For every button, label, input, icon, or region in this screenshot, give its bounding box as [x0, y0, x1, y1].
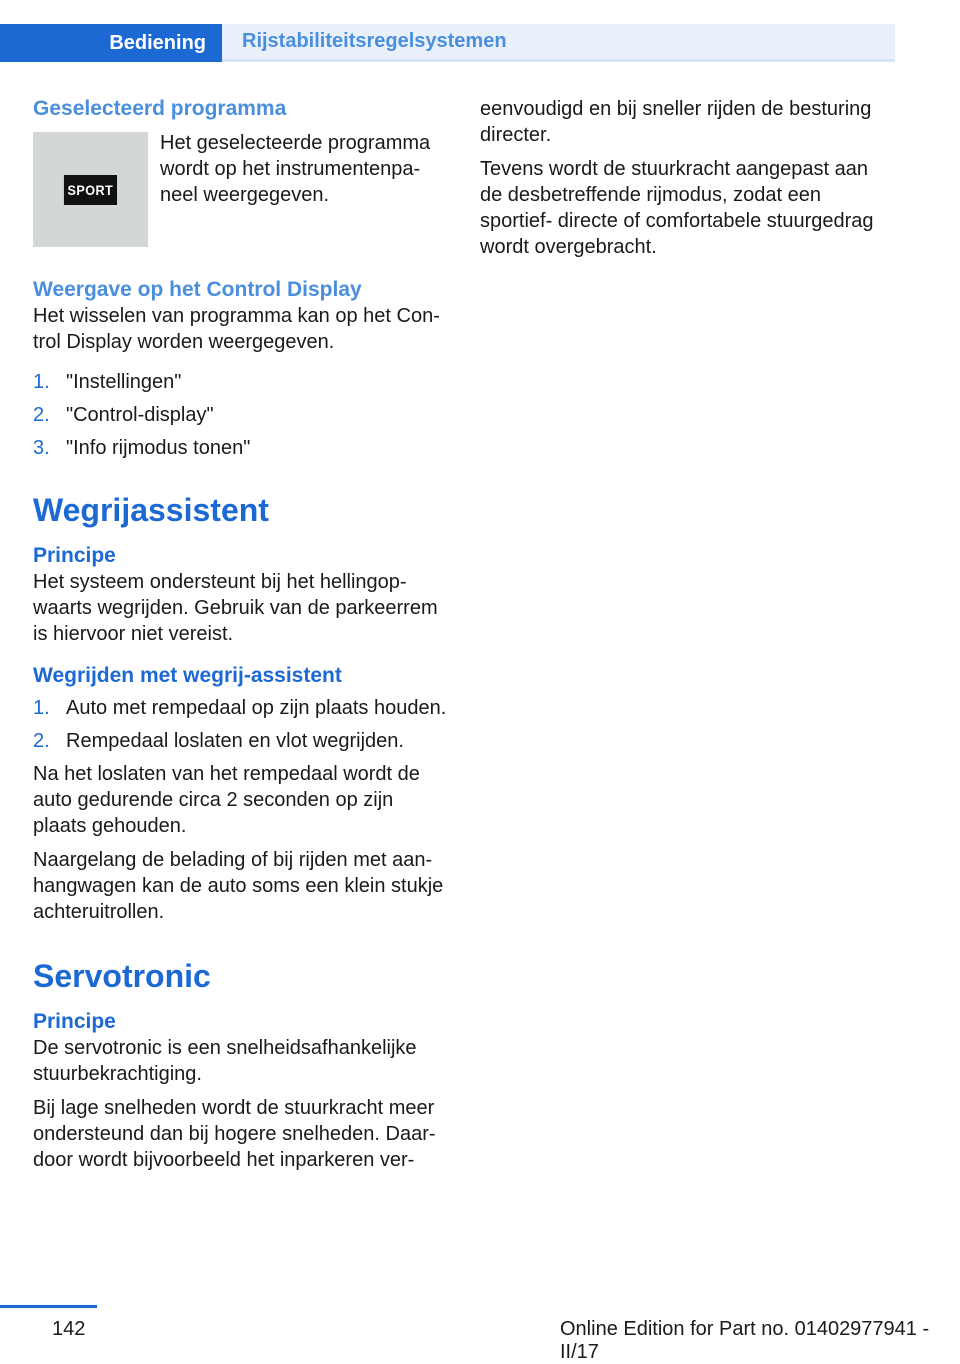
list-item: 2. "Control-display": [33, 404, 214, 426]
principe-1-text: Het systeem ondersteunt bij het hellingop‐ waarts wegrijden. Gebruik van de parkeerrem is hiervoor niet vereist.: [33, 571, 438, 645]
sport-figure: [33, 132, 448, 247]
wegrijden-paragraph-2: Naargelang de belading of bij rijden met aan‐ hangwagen kan de auto soms een klein stukje achteruitrollen.: [33, 849, 444, 923]
sport-caption: Het geselecteerde programma wordt op het instrumentenpa‐ neel weergegeven.: [160, 132, 431, 206]
sport-badge: SPORT: [64, 175, 117, 205]
heading-wegrijassistent: Wegrijassistent: [33, 492, 269, 528]
heading-servotronic: Servotronic: [33, 958, 211, 994]
heading-geselecteerd-programma: Geselecteerd programma: [33, 97, 287, 120]
right-paragraph-2: Tevens wordt de stuurkracht aangepast aan de desbetreffende rijmodus, zodat een sportief- directe of comfortabele stuurgedrag wordt overgebracht.: [480, 158, 874, 258]
list-item: 2. Rempedaal loslaten en vlot wegrijden.: [33, 730, 404, 752]
principe-2-paragraph-2: Bij lage snelheden wordt de stuurkracht meer ondersteund dan bij hogere snelheden. Daar‐ door wordt bijvoorbeeld het inparkeren ver‐: [33, 1097, 436, 1171]
right-column: [480, 96, 895, 268]
tab-rijstabiliteitsregelsystemen: Rijstabiliteitsregelsystemen: [222, 24, 895, 62]
wegrijden-paragraph-1: Na het loslaten van het rempedaal wordt de auto gedurende circa 2 seconden op zijn plaats gehouden.: [33, 763, 420, 837]
heading-control-display: Weergave op het Control Display: [33, 278, 362, 301]
sport-display-image: [33, 132, 148, 247]
heading-wegrijden: Wegrijden met wegrij-assistent: [33, 664, 342, 687]
wegrijden-steps: [33, 695, 448, 754]
principe-2-paragraph-1: De servotronic is een snelheidsafhankelijke stuurbekrachtiging.: [33, 1037, 417, 1085]
list-item: 3. "Info rijmodus tonen": [33, 437, 251, 459]
left-column: [33, 96, 448, 1181]
control-display-steps: [33, 369, 448, 461]
heading-principe-2: Principe: [33, 1010, 116, 1033]
control-display-text: Het wisselen van programma kan op het Con‐ trol Display worden weergegeven.: [33, 305, 440, 353]
page-number: 142: [52, 1318, 86, 1340]
edition-note: Online Edition for Part no. 01402977941 - II/17: [560, 1318, 930, 1363]
page-header: [0, 24, 895, 62]
list-item: 1. Auto met rempedaal op zijn plaats houden.: [33, 697, 447, 719]
footer-divider: [0, 1305, 97, 1308]
list-item: 1. "Instellingen": [33, 371, 182, 393]
heading-principe-1: Principe: [33, 544, 116, 567]
right-paragraph-1: eenvoudigd en bij sneller rijden de besturing directer.: [480, 98, 872, 146]
tab-bediening: Bediening: [0, 24, 222, 62]
